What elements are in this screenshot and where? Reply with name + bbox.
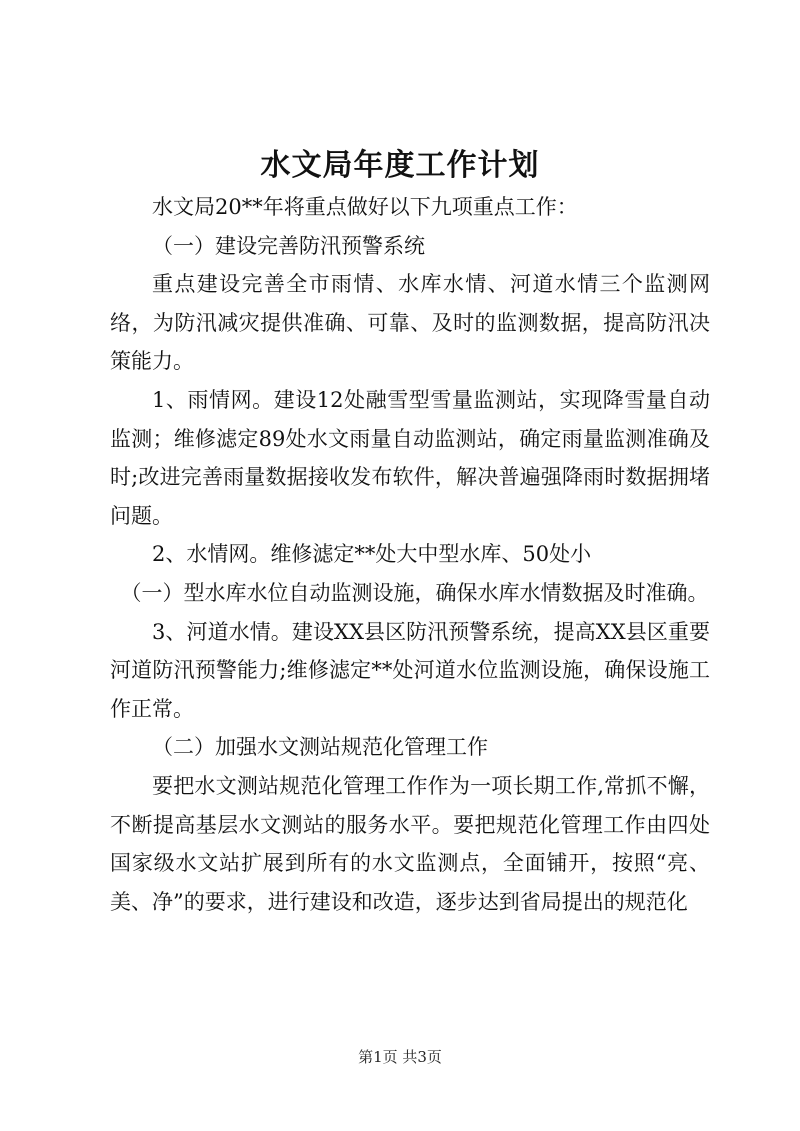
page-title: 水文局年度工作计划 <box>260 148 540 183</box>
intro-paragraph: 水文局20**年将重点做好以下九项重点工作： <box>152 195 578 219</box>
page-number-footer: 第1页 共3页 <box>358 1048 442 1066</box>
paragraph-river-network: 3、河道水情。建设XX县区防汛预警系统，提高XX县区重要河道防汛预警能力;维修滤定**处河道水位监测设施，确保设施工作正常。 <box>110 619 710 721</box>
paragraph-overview: 重点建设完善全市雨情、水库水情、河道水情三个监测网络，为防汛减灾提供准确、可靠、及时的监测数据，提高防汛决策能力。 <box>110 272 710 374</box>
paragraph-water-network: 2、水情网。维修滤定**处大中型水库、50处小 <box>152 542 592 567</box>
section-heading-2: （二）加强水文测站规范化管理工作 <box>152 735 488 760</box>
document-body <box>110 188 710 921</box>
section-heading-1: （一）建设完善防汛预警系统 <box>152 233 425 258</box>
paragraph-rain-network: 1、雨情网。建设12处融雪型雪量监测站，实现降雪量自动监测；维修滤定89处水文雨量自动监测站，确定雨量监测准确及时;改进完善雨量数据接收发布软件，解决普遍强降雨时数据拥堵问题。 <box>110 387 710 528</box>
paragraph-reservoir-continuation: （一）型水库水位自动监测设施，确保水库水情数据及时准确。 <box>120 580 709 605</box>
paragraph-station-management: 要把水文测站规范化管理工作作为一项长期工作,常抓不懈，不断提高基层水文测站的服务水平。要把规范化管理工作由四处国家级水文站扩展到所有的水文监测点，全面铺开，按照“亮、美、净”的要求，进行建设和改造，逐步达到省局提出的规范化 <box>110 773 710 914</box>
